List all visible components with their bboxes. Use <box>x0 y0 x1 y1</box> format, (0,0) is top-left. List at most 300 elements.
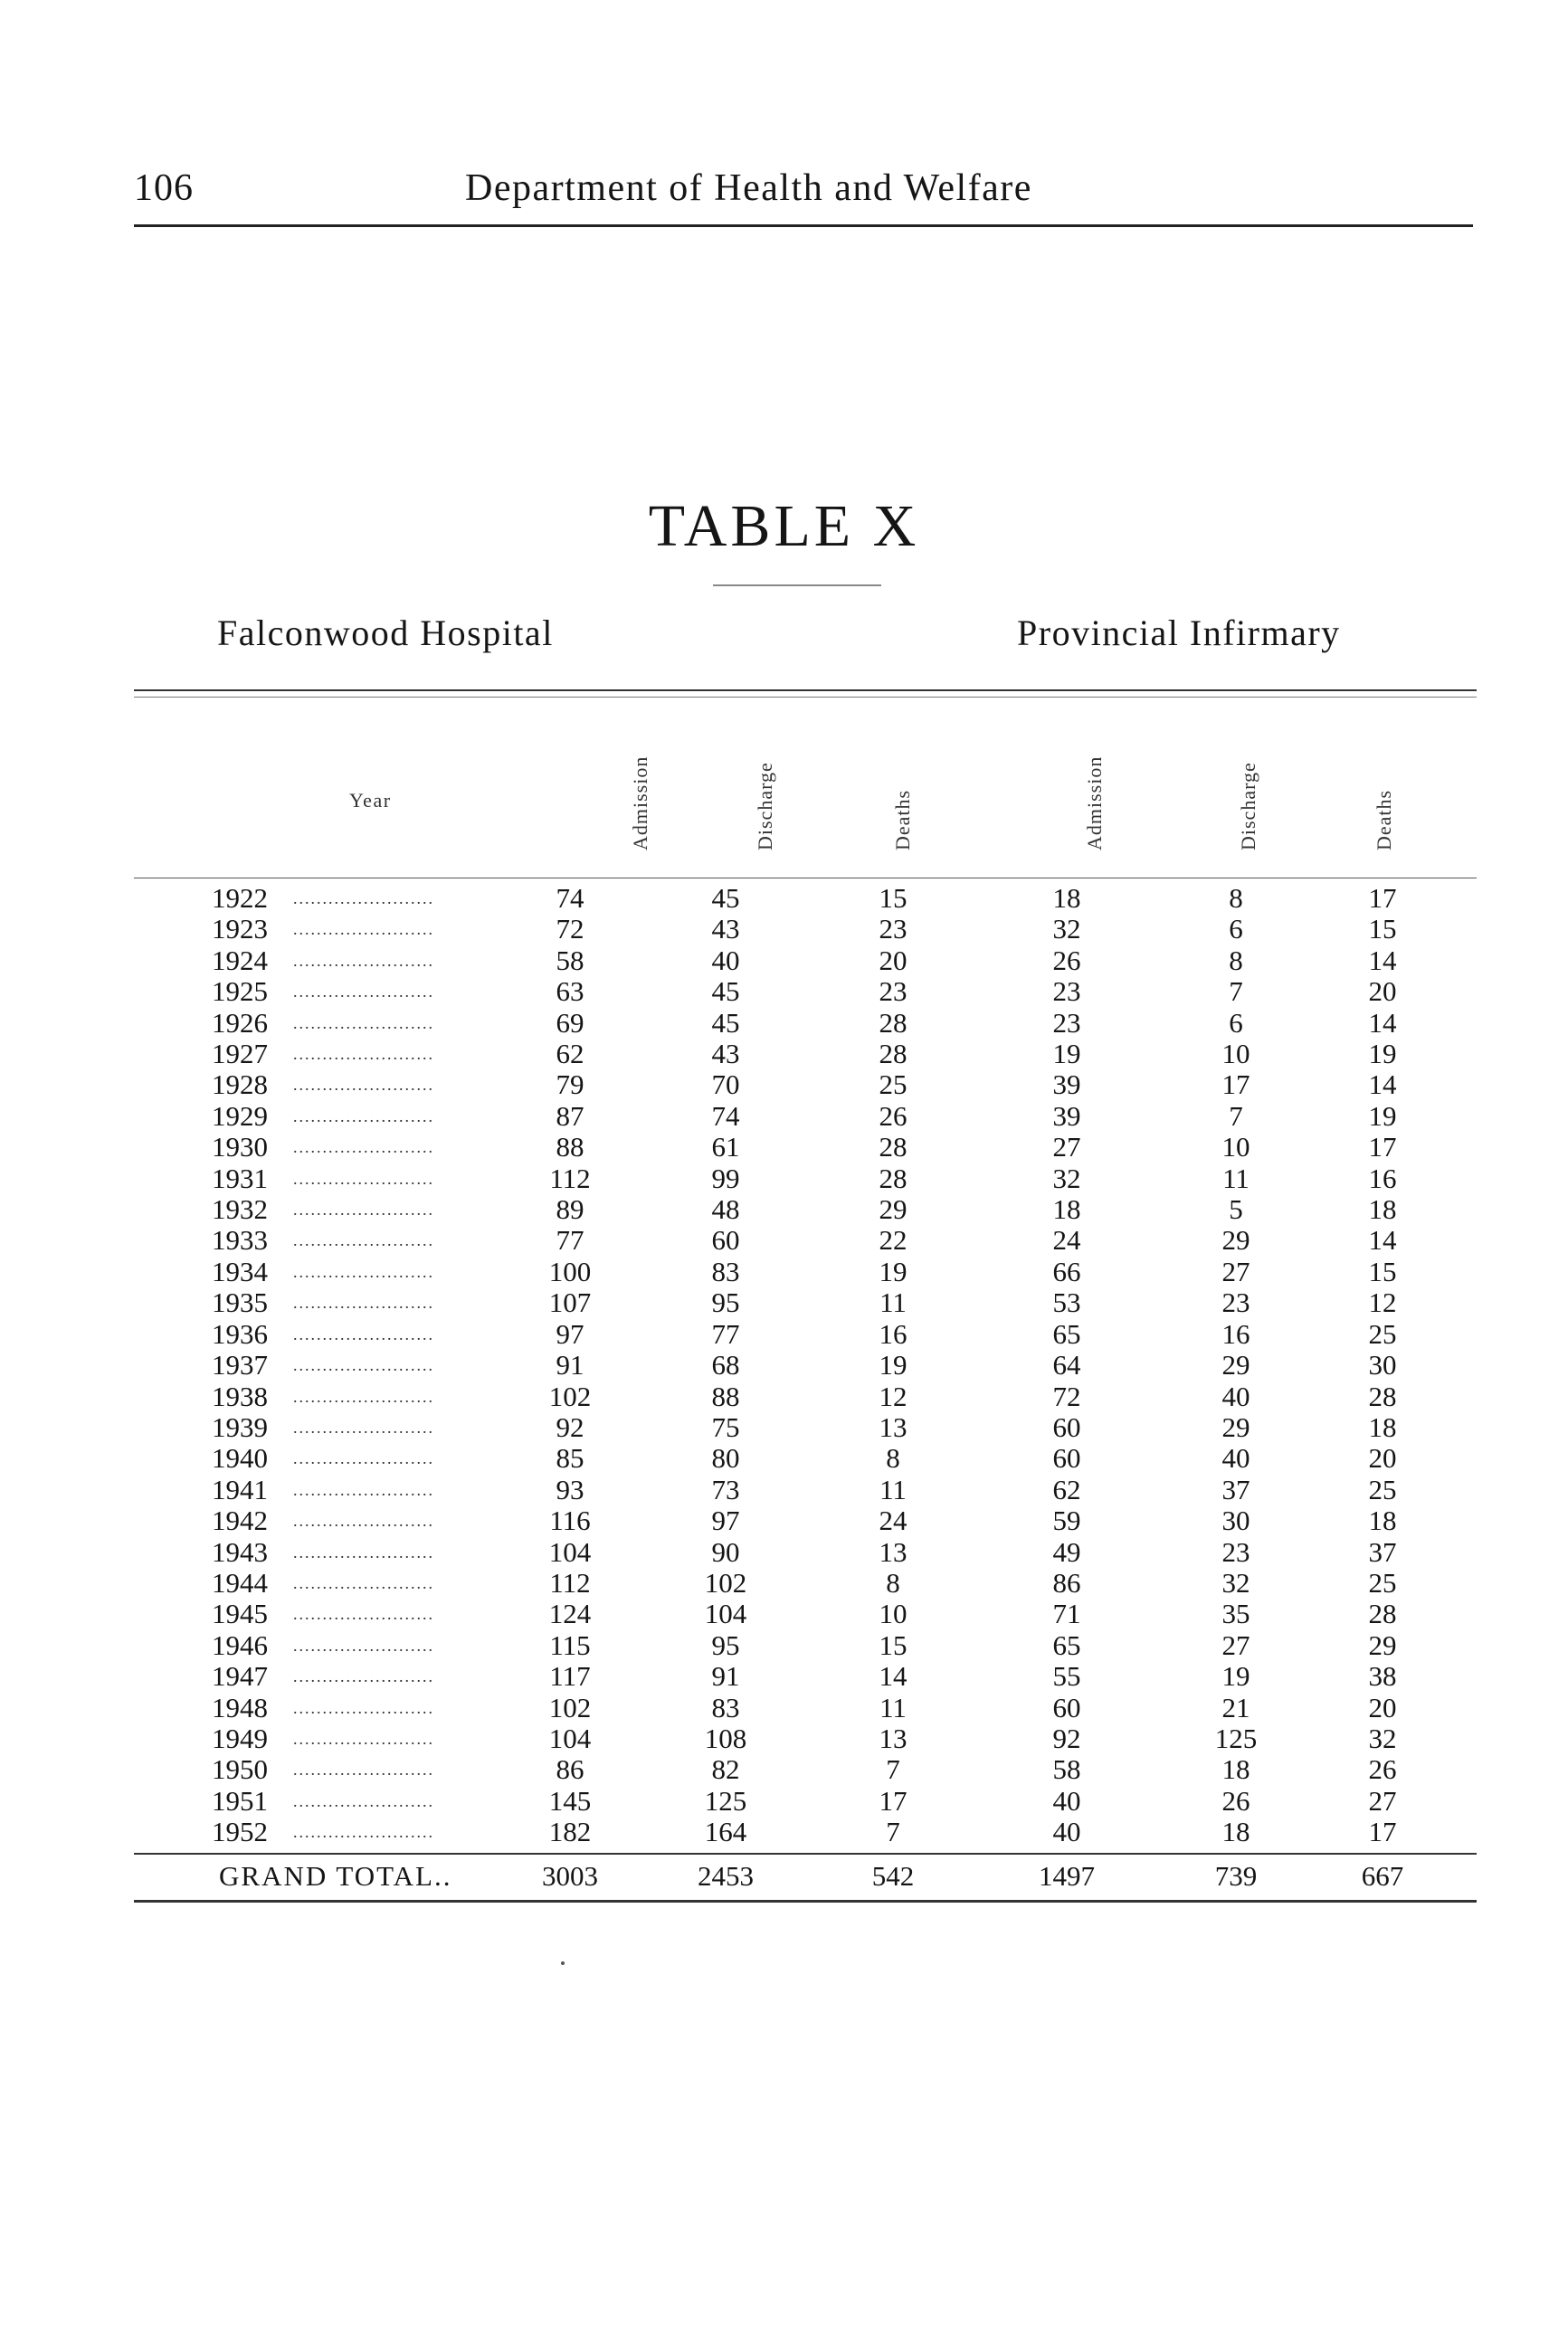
dot-leader: ........................ <box>293 1387 434 1406</box>
value-cell: 7 <box>1229 975 1243 1008</box>
value-cell: 23 <box>1221 1286 1250 1319</box>
value-cell: 145 <box>548 1784 592 1817</box>
dot-leader: ........................ <box>293 1667 434 1686</box>
value-cell: 13 <box>879 1722 908 1754</box>
value-cell: 72 <box>1052 1380 1081 1412</box>
table-row <box>212 1786 1453 1817</box>
value-cell: 71 <box>1052 1598 1081 1630</box>
value-cell: 68 <box>711 1349 740 1381</box>
value-cell: 91 <box>556 1349 584 1381</box>
total-cell: 542 <box>871 1860 915 1892</box>
value-cell: 17 <box>1368 882 1397 914</box>
table-row <box>212 1661 1453 1692</box>
value-cell: 15 <box>879 1628 908 1661</box>
value-cell: 53 <box>1052 1286 1081 1319</box>
year-cell: 1925 <box>212 975 268 1008</box>
dot-leader: ........................ <box>293 1294 434 1313</box>
value-cell: 58 <box>1052 1753 1081 1786</box>
value-cell: 18 <box>1368 1505 1397 1537</box>
value-cell: 43 <box>711 1038 740 1070</box>
value-cell: 48 <box>711 1193 740 1226</box>
data-table <box>212 883 1453 1848</box>
value-cell: 26 <box>1221 1784 1250 1817</box>
value-cell: 102 <box>548 1691 592 1723</box>
value-cell: 18 <box>1368 1410 1397 1443</box>
table-row <box>212 1754 1453 1785</box>
value-cell: 64 <box>1052 1349 1081 1381</box>
value-cell: 89 <box>556 1193 584 1226</box>
table-row <box>212 1568 1453 1599</box>
value-cell: 116 <box>549 1505 591 1537</box>
value-cell: 17 <box>1368 1131 1397 1163</box>
value-cell: 10 <box>1221 1131 1250 1163</box>
value-cell: 40 <box>1221 1380 1250 1412</box>
value-cell: 27 <box>1052 1131 1081 1163</box>
value-cell: 92 <box>1052 1722 1081 1754</box>
column-header-falconwood-admission <box>613 715 668 850</box>
stray-mark <box>561 1961 565 1965</box>
column-header-label: Discharge <box>754 762 776 850</box>
value-cell: 23 <box>879 913 908 945</box>
column-header-falconwood-discharge <box>738 715 793 850</box>
year-cell: 1943 <box>212 1535 268 1568</box>
value-cell: 29 <box>1221 1224 1250 1257</box>
value-cell: 28 <box>1368 1598 1397 1630</box>
dot-leader: ........................ <box>293 1761 434 1780</box>
value-cell: 20 <box>1368 1691 1397 1723</box>
table-top-rule <box>134 689 1477 691</box>
value-cell: 28 <box>1368 1380 1397 1412</box>
column-header-falconwood-deaths <box>876 715 930 850</box>
value-cell: 37 <box>1368 1535 1397 1568</box>
dot-leader: ........................ <box>293 1201 434 1220</box>
total-cell: 739 <box>1214 1860 1258 1892</box>
year-cell: 1949 <box>212 1722 268 1754</box>
value-cell: 7 <box>886 1816 900 1848</box>
year-cell: 1947 <box>212 1660 268 1693</box>
dot-leader: ........................ <box>293 1823 434 1842</box>
value-cell: 15 <box>879 882 908 914</box>
value-cell: 11 <box>879 1286 907 1319</box>
year-cell: 1936 <box>212 1317 268 1350</box>
value-cell: 8 <box>886 1566 900 1599</box>
column-header-label: Discharge <box>1237 762 1259 850</box>
running-head <box>134 166 1473 217</box>
value-cell: 22 <box>879 1224 908 1257</box>
value-cell: 79 <box>556 1068 584 1101</box>
dot-leader: ........................ <box>293 920 434 939</box>
value-cell: 95 <box>711 1628 740 1661</box>
header-rule <box>134 224 1473 227</box>
value-cell: 19 <box>1368 1038 1397 1070</box>
value-cell: 182 <box>548 1816 592 1848</box>
value-cell: 16 <box>879 1317 908 1350</box>
table-row <box>212 1505 1453 1536</box>
table-row <box>212 1008 1453 1039</box>
year-cell: 1946 <box>212 1628 268 1661</box>
value-cell: 112 <box>549 1162 591 1194</box>
year-cell: 1927 <box>212 1038 268 1070</box>
total-cell: 667 <box>1361 1860 1404 1892</box>
value-cell: 14 <box>1368 1006 1397 1039</box>
value-cell: 32 <box>1052 913 1081 945</box>
total-cell: 1497 <box>1039 1860 1095 1892</box>
dot-leader: ........................ <box>293 1045 434 1064</box>
value-cell: 115 <box>549 1628 591 1661</box>
year-cell: 1952 <box>212 1816 268 1848</box>
dot-leader: ........................ <box>293 983 434 1002</box>
value-cell: 23 <box>879 975 908 1008</box>
value-cell: 99 <box>711 1162 740 1194</box>
table-row <box>212 1163 1453 1194</box>
value-cell: 25 <box>1368 1566 1397 1599</box>
table-top-rule-2 <box>134 697 1477 698</box>
dot-leader: ........................ <box>293 951 434 970</box>
year-column-header: Year <box>349 789 392 812</box>
table-row <box>212 1257 1453 1287</box>
year-cell: 1941 <box>212 1473 268 1505</box>
value-cell: 97 <box>556 1317 584 1350</box>
value-cell: 26 <box>879 1099 908 1132</box>
value-cell: 86 <box>1052 1566 1081 1599</box>
year-cell: 1948 <box>212 1691 268 1723</box>
value-cell: 19 <box>879 1349 908 1381</box>
table-row <box>212 883 1453 914</box>
dot-leader: ........................ <box>293 1698 434 1717</box>
value-cell: 95 <box>711 1286 740 1319</box>
section-title-falconwood: Falconwood Hospital <box>217 612 554 653</box>
table-row <box>212 1537 1453 1568</box>
value-cell: 23 <box>1221 1535 1250 1568</box>
value-cell: 77 <box>556 1224 584 1257</box>
table-row <box>212 1319 1453 1350</box>
column-header-label: Admission <box>1083 755 1106 850</box>
dot-leader: ........................ <box>293 1324 434 1343</box>
value-cell: 29 <box>1221 1349 1250 1381</box>
table-row <box>212 1599 1453 1629</box>
value-cell: 60 <box>1052 1691 1081 1723</box>
table-row <box>212 1225 1453 1256</box>
value-cell: 26 <box>1368 1753 1397 1786</box>
value-cell: 25 <box>879 1068 908 1101</box>
table-body <box>212 883 1453 1848</box>
table-row <box>212 1443 1453 1474</box>
value-cell: 60 <box>1052 1442 1081 1475</box>
table-row <box>212 945 1453 976</box>
value-cell: 104 <box>548 1722 592 1754</box>
dot-leader: ........................ <box>293 1449 434 1468</box>
grand-total-label: GRAND TOTAL.. <box>219 1860 452 1892</box>
table-row <box>212 1101 1453 1132</box>
value-cell: 8 <box>886 1442 900 1475</box>
value-cell: 20 <box>879 944 908 976</box>
table-row <box>212 1194 1453 1225</box>
year-cell: 1939 <box>212 1410 268 1443</box>
value-cell: 27 <box>1221 1255 1250 1287</box>
year-cell: 1934 <box>212 1255 268 1287</box>
value-cell: 102 <box>548 1380 592 1412</box>
table-row <box>212 1069 1453 1100</box>
value-cell: 74 <box>556 882 584 914</box>
value-cell: 11 <box>879 1473 907 1505</box>
table-row <box>212 1412 1453 1443</box>
value-cell: 65 <box>1052 1317 1081 1350</box>
value-cell: 28 <box>879 1162 908 1194</box>
year-cell: 1951 <box>212 1784 268 1817</box>
table-row <box>212 1475 1453 1505</box>
value-cell: 7 <box>886 1753 900 1786</box>
value-cell: 14 <box>1368 944 1397 976</box>
value-cell: 83 <box>711 1255 740 1287</box>
dot-leader: ........................ <box>293 1791 434 1810</box>
column-header-infirmary-discharge <box>1221 715 1276 850</box>
value-cell: 28 <box>879 1131 908 1163</box>
value-cell: 15 <box>1368 1255 1397 1287</box>
dot-leader: ........................ <box>293 1543 434 1562</box>
dot-leader: ........................ <box>293 1138 434 1157</box>
value-cell: 107 <box>548 1286 592 1319</box>
value-cell: 108 <box>704 1722 747 1754</box>
value-cell: 19 <box>1368 1099 1397 1132</box>
year-cell: 1926 <box>212 1006 268 1039</box>
value-cell: 19 <box>1052 1038 1081 1070</box>
value-cell: 45 <box>711 975 740 1008</box>
table-row <box>212 1350 1453 1381</box>
value-cell: 32 <box>1052 1162 1081 1194</box>
value-cell: 62 <box>556 1038 584 1070</box>
value-cell: 38 <box>1368 1660 1397 1693</box>
year-cell: 1940 <box>212 1442 268 1475</box>
value-cell: 91 <box>711 1660 740 1693</box>
value-cell: 62 <box>1052 1473 1081 1505</box>
value-cell: 43 <box>711 913 740 945</box>
value-cell: 18 <box>1052 882 1081 914</box>
table-row <box>212 1381 1453 1412</box>
value-cell: 11 <box>879 1691 907 1723</box>
value-cell: 93 <box>556 1473 584 1505</box>
value-cell: 32 <box>1221 1566 1250 1599</box>
value-cell: 70 <box>711 1068 740 1101</box>
value-cell: 104 <box>548 1535 592 1568</box>
table-row <box>212 1693 1453 1723</box>
value-cell: 60 <box>1052 1410 1081 1443</box>
dot-leader: ........................ <box>293 1076 434 1095</box>
table-row <box>212 1287 1453 1318</box>
table-row <box>212 1039 1453 1069</box>
value-cell: 21 <box>1221 1691 1250 1723</box>
value-cell: 112 <box>549 1566 591 1599</box>
value-cell: 55 <box>1052 1660 1081 1693</box>
value-cell: 30 <box>1368 1349 1397 1381</box>
value-cell: 17 <box>1368 1816 1397 1848</box>
dot-leader: ........................ <box>293 1512 434 1531</box>
value-cell: 18 <box>1368 1193 1397 1226</box>
column-header-label: Deaths <box>891 789 914 850</box>
value-cell: 23 <box>1052 1006 1081 1039</box>
value-cell: 30 <box>1221 1505 1250 1537</box>
value-cell: 18 <box>1221 1816 1250 1848</box>
dot-leader: ........................ <box>293 1573 434 1592</box>
column-header-label: Deaths <box>1373 789 1395 850</box>
section-title-infirmary: Provincial Infirmary <box>1017 612 1341 653</box>
total-cell: 3003 <box>542 1860 598 1892</box>
value-cell: 24 <box>879 1505 908 1537</box>
value-cell: 125 <box>1214 1722 1258 1754</box>
year-cell: 1923 <box>212 913 268 945</box>
value-cell: 27 <box>1368 1784 1397 1817</box>
value-cell: 58 <box>556 944 584 976</box>
year-cell: 1922 <box>212 882 268 914</box>
dot-leader: ........................ <box>293 1231 434 1250</box>
value-cell: 35 <box>1221 1598 1250 1630</box>
table-bottom-rule <box>134 1900 1477 1903</box>
value-cell: 25 <box>1368 1317 1397 1350</box>
table-row <box>212 914 1453 945</box>
value-cell: 29 <box>1368 1628 1397 1661</box>
value-cell: 88 <box>556 1131 584 1163</box>
column-header-infirmary-deaths <box>1357 715 1411 850</box>
value-cell: 8 <box>1229 882 1243 914</box>
year-cell: 1932 <box>212 1193 268 1226</box>
year-cell: 1928 <box>212 1068 268 1101</box>
value-cell: 100 <box>548 1255 592 1287</box>
value-cell: 87 <box>556 1099 584 1132</box>
value-cell: 18 <box>1052 1193 1081 1226</box>
dot-leader: ........................ <box>293 1418 434 1437</box>
value-cell: 19 <box>1221 1660 1250 1693</box>
table-row <box>212 976 1453 1007</box>
value-cell: 7 <box>1229 1099 1243 1132</box>
value-cell: 66 <box>1052 1255 1081 1287</box>
year-cell: 1930 <box>212 1131 268 1163</box>
value-cell: 40 <box>1052 1784 1081 1817</box>
value-cell: 97 <box>711 1505 740 1537</box>
value-cell: 16 <box>1221 1317 1250 1350</box>
value-cell: 24 <box>1052 1224 1081 1257</box>
value-cell: 10 <box>879 1598 908 1630</box>
total-cell: 2453 <box>698 1860 754 1892</box>
value-cell: 40 <box>1052 1816 1081 1848</box>
year-cell: 1931 <box>212 1162 268 1194</box>
dot-leader: ........................ <box>293 1729 434 1748</box>
value-cell: 17 <box>879 1784 908 1817</box>
value-cell: 102 <box>704 1566 747 1599</box>
value-cell: 45 <box>711 1006 740 1039</box>
value-cell: 69 <box>556 1006 584 1039</box>
value-cell: 28 <box>879 1006 908 1039</box>
year-cell: 1929 <box>212 1099 268 1132</box>
value-cell: 37 <box>1221 1473 1250 1505</box>
value-cell: 8 <box>1229 944 1243 976</box>
value-cell: 59 <box>1052 1505 1081 1537</box>
value-cell: 29 <box>1221 1410 1250 1443</box>
dot-leader: ........................ <box>293 1480 434 1499</box>
value-cell: 23 <box>1052 975 1081 1008</box>
year-cell: 1924 <box>212 944 268 976</box>
year-cell: 1945 <box>212 1598 268 1630</box>
value-cell: 86 <box>556 1753 584 1786</box>
value-cell: 29 <box>879 1193 908 1226</box>
value-cell: 27 <box>1221 1628 1250 1661</box>
year-cell: 1933 <box>212 1224 268 1257</box>
value-cell: 20 <box>1368 1442 1397 1475</box>
value-cell: 83 <box>711 1691 740 1723</box>
value-cell: 80 <box>711 1442 740 1475</box>
value-cell: 28 <box>879 1038 908 1070</box>
value-cell: 40 <box>1221 1442 1250 1475</box>
column-header-label: Admission <box>629 755 651 850</box>
value-cell: 20 <box>1368 975 1397 1008</box>
value-cell: 125 <box>704 1784 747 1817</box>
dot-leader: ........................ <box>293 1605 434 1624</box>
value-cell: 13 <box>879 1535 908 1568</box>
total-top-rule <box>134 1853 1477 1855</box>
year-cell: 1942 <box>212 1505 268 1537</box>
table-row <box>212 1723 1453 1754</box>
value-cell: 19 <box>879 1255 908 1287</box>
value-cell: 12 <box>1368 1286 1397 1319</box>
year-cell: 1938 <box>212 1380 268 1412</box>
grand-total-row <box>212 1858 1453 1894</box>
year-cell: 1944 <box>212 1566 268 1599</box>
value-cell: 117 <box>549 1660 591 1693</box>
dot-leader: ........................ <box>293 1262 434 1281</box>
value-cell: 12 <box>879 1380 908 1412</box>
value-cell: 124 <box>548 1598 592 1630</box>
value-cell: 6 <box>1229 913 1243 945</box>
value-cell: 72 <box>556 913 584 945</box>
year-cell: 1937 <box>212 1349 268 1381</box>
table-title: TABLE X <box>648 493 920 559</box>
value-cell: 17 <box>1221 1068 1250 1101</box>
value-cell: 61 <box>711 1131 740 1163</box>
value-cell: 74 <box>711 1099 740 1132</box>
value-cell: 39 <box>1052 1068 1081 1101</box>
value-cell: 26 <box>1052 944 1081 976</box>
value-cell: 164 <box>704 1816 747 1848</box>
value-cell: 14 <box>879 1660 908 1693</box>
value-cell: 73 <box>711 1473 740 1505</box>
value-cell: 6 <box>1229 1006 1243 1039</box>
value-cell: 60 <box>711 1224 740 1257</box>
value-cell: 104 <box>704 1598 747 1630</box>
value-cell: 90 <box>711 1535 740 1568</box>
value-cell: 85 <box>556 1442 584 1475</box>
dot-leader: ........................ <box>293 1169 434 1188</box>
dot-leader: ........................ <box>293 1356 434 1375</box>
value-cell: 15 <box>1368 913 1397 945</box>
title-rule <box>713 584 881 586</box>
value-cell: 13 <box>879 1410 908 1443</box>
page-number: 106 <box>134 167 194 209</box>
table-row <box>212 1132 1453 1163</box>
year-cell: 1950 <box>212 1753 268 1786</box>
value-cell: 40 <box>711 944 740 976</box>
value-cell: 75 <box>711 1410 740 1443</box>
value-cell: 39 <box>1052 1099 1081 1132</box>
value-cell: 63 <box>556 975 584 1008</box>
value-cell: 16 <box>1368 1162 1397 1194</box>
value-cell: 14 <box>1368 1224 1397 1257</box>
value-cell: 92 <box>556 1410 584 1443</box>
value-cell: 88 <box>711 1380 740 1412</box>
value-cell: 11 <box>1222 1162 1250 1194</box>
value-cell: 18 <box>1221 1753 1250 1786</box>
table-row <box>212 1630 1453 1661</box>
running-title: Department of Health and Welfare <box>465 167 1032 209</box>
value-cell: 25 <box>1368 1473 1397 1505</box>
value-cell: 65 <box>1052 1628 1081 1661</box>
